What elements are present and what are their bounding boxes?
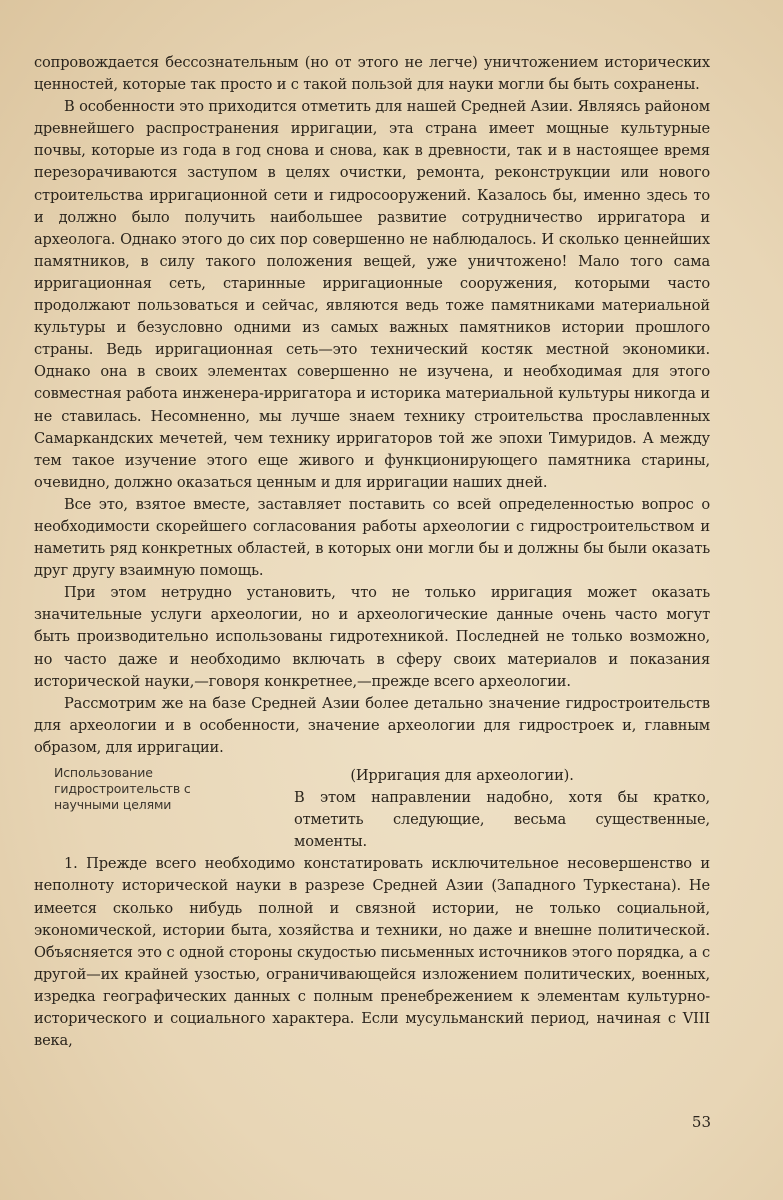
paragraph: сопровождается бессознательным (но от этого не легче) уничтожением исторических ценностей, которые так просто и с такой пользой для науки могли бы быть сохранены. — [34, 54, 710, 94]
page-number: 53 — [691, 1113, 711, 1131]
paragraph: Все это, взятое вместе, заставляет поставить со всей определенностью вопрос о необходимости скорейшего согласования работы археологии с гидростроительством и наметить ряд конкретных областей, в которых они могли бы и должны бы были оказать друг другу взаимную помощь. — [34, 495, 710, 580]
section-block — [34, 765, 710, 853]
paragraph: При этом нетрудно установить, что не только ирригация может оказать значительные услуги археологии, но и археологические данные очень часто могут быть производительно использованы гидротехникой. Последней не только возможно, но часто даже и необходимо включать в сферу своих материалов и показания исторической науки,—говоря конкретнее,—прежде всего археологии. — [34, 584, 710, 690]
section-body — [254, 765, 710, 853]
paragraph: Рассмотрим же на базе Средней Азии более детально значение гидростроительств для археологии и в особенности, значение археологии для гидростроек и, главным образом, для ирригации. — [34, 694, 710, 756]
page-text — [34, 52, 710, 1052]
section-intro: В этом направлении надобно, хотя бы кратко, отметить следующие, весьма существенные, моменты. — [294, 789, 710, 851]
paragraph: В особенности это приходится отметить для нашей Средней Азии. Являясь районом древнейшего распространения ирригации, эта страна имеет мощные культурные почвы, которые из года в год снова и снова, как в древности, так и в настоящее время перезорачиваются заступом в целях очистки, ремонта, реконструкции или нового строительства ирригационной сети и гидросооружений. Казалось бы, именно здесь то и должно было получить наибольшее развитие сотрудничество ирригатора и археолога. Однако этого до сих пор совершенно не наблюдалось. И сколько ценнейших памятников, в силу такого положения вещей, уже уничтожено! Мало того сама ирригационная сеть, старинные ирригационные сооружения, которыми часто продолжают пользоваться и сейчас, являются ведь тоже памятниками материальной культуры и безусловно одними из самых важных памятников истории прошлого страны. Ведь ирригационная сеть—это технический костяк местной экономики. Однако она в своих элементах совершенно не изучена, и необходимая для этого совместная работа инженера-ирригатора и историка материальной культуры никогда и не ставилась. Несомненно, мы лучше знаем технику строительства прославленных Самаркандских мечетей, чем технику ирригаторов той же эпохи Тимуридов. А между тем такое изучение этого еще живого и функционирующего памятника старины, очевидно, должно оказаться ценным и для ирригации наших дней. — [34, 98, 710, 491]
margin-note: Использование гидростроительств с научными целями — [54, 765, 191, 812]
section-title: (Ирригация для археологии). — [350, 767, 574, 784]
paragraph: 1. Прежде всего необходимо констатировать исключительное несовершенство и неполноту исторической науки в разрезе Средней Азии (Западного Туркестана). Не имеется сколько нибудь полной и связной истории, не только социальной, экономической, истории быта, хозяйства и техники, но даже и внешне политической. Объясняется это с одной стороны скудостью письменных источников этого порядка, а с другой—их крайней узостью, ограничивающейся изложением политических, военных, изредка географических данных с полным пренебрежением к элементам культурно-исторического и социального характера. Если мусульманский период, начиная с VIII века, — [34, 855, 710, 1050]
